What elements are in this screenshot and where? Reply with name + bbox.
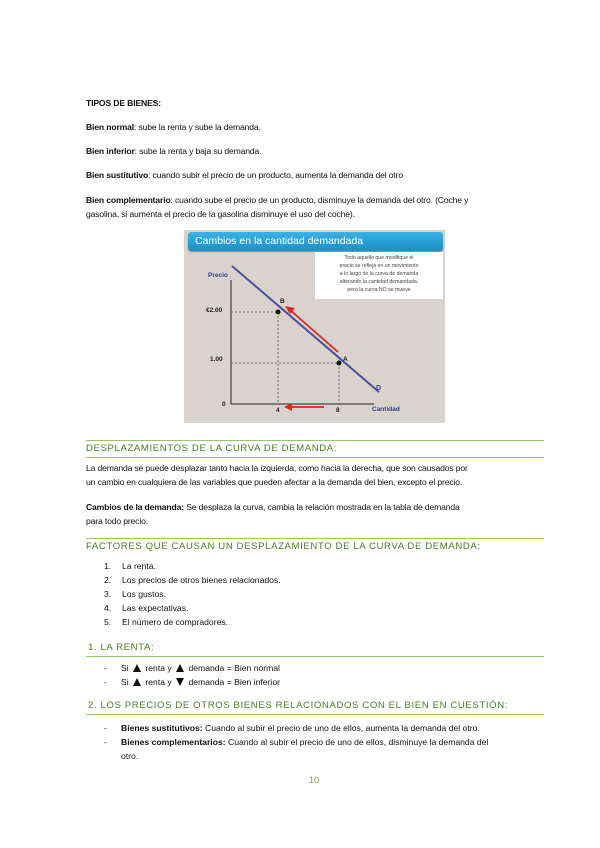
point-a <box>337 361 342 366</box>
precios-bullet-complementarios-cont: otro. <box>121 751 139 761</box>
up-arrow-icon <box>176 664 184 672</box>
factores-list <box>104 559 281 629</box>
heading-precios: 2. LOS PRECIOS DE OTROS BIENES RELACIONADOS CON EL BIEN EN CUESTIÓN: <box>88 700 509 711</box>
section-title-tipos: TIPOS DE BIENES: <box>86 98 161 108</box>
up-arrow-icon <box>133 678 141 686</box>
down-arrow-icon <box>176 678 184 686</box>
heading-factores: FACTORES QUE CAUSAN UN DESPLAZAMIENTO DE LA CURVA DE DEMANDA: <box>86 541 481 552</box>
rule-bottom-precios <box>86 714 544 715</box>
x-axis-label: Cantidad <box>372 406 400 413</box>
rule-top-desplazamientos <box>86 440 544 441</box>
y-tick-high: €2.00 <box>206 307 223 314</box>
heading-renta: 1. LA RENTA: <box>88 642 155 653</box>
list-item: 2. Los precios de otros bienes relacionados. <box>104 575 281 585</box>
x-tick-a: 4 <box>276 407 280 414</box>
rule-top-factores <box>86 538 544 539</box>
arrow-along-curve <box>290 310 338 352</box>
precios-bullet-complementarios: - Bienes complementarios: Cuando al subir el precio de uno de ellos, disminuye la demanda del <box>104 737 489 747</box>
note-line-4: alterando la cantidad demandada, <box>339 279 419 285</box>
heading-desplazamientos: DESPLAZAMIENTOS DE LA CURVA DE DEMANDA: <box>86 443 338 454</box>
list-item: 4. Las expectativas. <box>104 603 189 613</box>
rule-bottom-renta <box>86 656 544 657</box>
note-line-5: pero la curva NO se mueve <box>347 287 411 293</box>
list-item: 5. El número de compradores. <box>104 617 229 627</box>
rule-bottom-desplazamientos <box>86 457 544 458</box>
curve-label: D <box>376 385 382 392</box>
point-b-label: B <box>280 298 285 305</box>
origin-label: 0 <box>222 401 226 408</box>
page-number: 10 <box>308 775 320 786</box>
paragraph-bien-sustitutivo: Bien sustitutivo: cuando subir el precio de un producto, aumenta la demanda del otro <box>86 170 404 180</box>
paragraph-bien-complementario: Bien complementario: cuando sube el precio de un producto, disminuye la demanda del otro. (Coche y gasolina, si aumenta el precio de la gasolina disminuye el uso del coche). <box>86 195 469 219</box>
paragraph-cambios-demanda: Cambios de la demanda: Se desplaza la curva, cambia la relación mostrada en la tabla de demanda para todo precio. <box>86 502 460 526</box>
x-tick-b: 8 <box>336 407 340 414</box>
paragraph-desplazamiento: La demanda se puede desplazar tanto hacia la izquierda, como hacia la derecha, que son causados por un cambio en cualquiera de las variables que pueden afectar a la demanda del bien, excepto el precio. <box>86 463 468 487</box>
demand-figure <box>184 230 445 423</box>
renta-bullet-normal: - Si renta y demanda = Bien normal <box>104 663 280 673</box>
renta-bullet-inferior: - Si renta y demanda = Bien inferior <box>104 677 280 687</box>
precios-list <box>104 721 546 763</box>
precios-bullet-sustitutivos: - Bienes sustitutivos: Cuando al subir el precio de uno de ellos, aumenta la demanda del otro. <box>104 723 480 733</box>
figure-banner-title: Cambios en la cantidad demandada <box>195 235 364 247</box>
note-line-2: precio se refleja en un movimiento <box>339 263 419 269</box>
y-axis-label: Precio <box>208 272 228 279</box>
up-arrow-icon <box>133 664 141 672</box>
point-b <box>276 310 281 315</box>
note-line-3: a lo largo de la curva de demanda <box>339 271 419 277</box>
paragraph-bien-normal: Bien normal: sube la renta y sube la demanda. <box>86 122 261 132</box>
list-item: 3. Los gustos. <box>104 589 166 599</box>
paragraph-bien-inferior: Bien inferior: sube la renta y baja su demanda. <box>86 146 262 156</box>
list-item: 1. La renta. <box>104 561 156 571</box>
note-line-1: Todo aquello que modifique el <box>344 255 414 261</box>
renta-list <box>104 661 280 689</box>
point-a-label: A <box>343 356 348 363</box>
y-tick-low: 1.00 <box>210 356 223 363</box>
demand-chart <box>184 230 445 423</box>
